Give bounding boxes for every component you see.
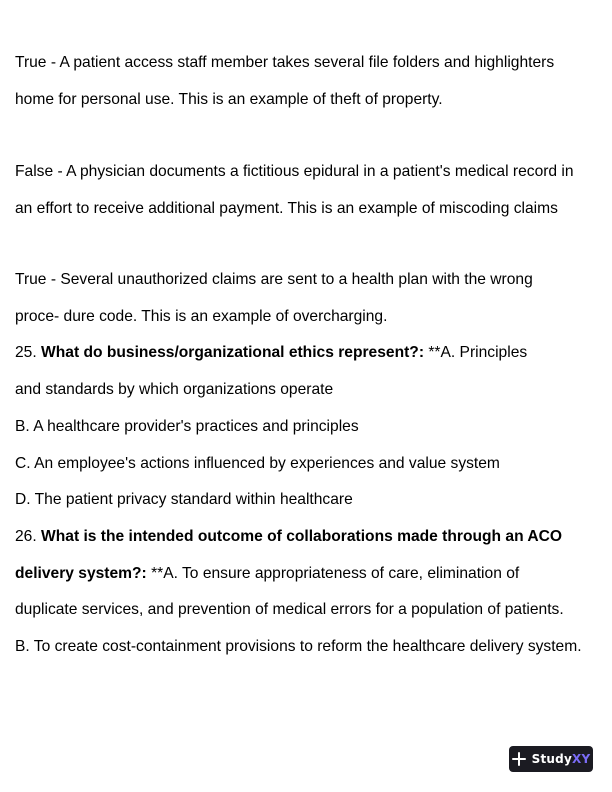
q26-number: 26. — [15, 528, 37, 545]
q25-option-c: C. An employee's actions influenced by experiences and value system — [15, 455, 500, 472]
p1-line1: True - A patient access staff member takes several file folders and highlighters — [15, 54, 555, 71]
q26-option-b: B. To create cost-containment provisions to reform the healthcare delivery system. — [15, 638, 582, 655]
q25-option-d: D. The patient privacy standard within healthcare — [15, 491, 353, 508]
badge-label — [532, 752, 591, 766]
q26-question: What is the intended outcome of collaborations made through an ACO — [41, 528, 562, 545]
p2-line2: an effort to receive additional payment. This is an example of miscoding claims — [15, 200, 558, 217]
badge-text-main: Study — [531, 752, 572, 766]
q25-answer-a-cont: and standards by which organizations operate — [15, 381, 334, 398]
badge-text-accent: XY — [572, 752, 591, 766]
q26-question-cont: delivery system?: — [15, 565, 147, 582]
p1-line2: home for personal use. This is an example of theft of property. — [15, 91, 443, 108]
studyxy-badge[interactable] — [509, 746, 593, 772]
p3-line1: True - Several unauthorized claims are sent to a health plan with the wrong — [15, 271, 533, 288]
q25-option-b: B. A healthcare provider's practices and principles — [15, 418, 359, 435]
q26-answer-a: **A. To ensure appropriateness of care, elimination of — [151, 565, 520, 582]
q25-question: What do business/organizational ethics represent?: — [41, 344, 425, 361]
q26-line2 — [15, 564, 519, 584]
q25-answer-a: **A. Principles — [428, 344, 528, 361]
q25-line — [15, 343, 527, 363]
q25-number: 25. — [15, 344, 37, 361]
q26-line — [15, 527, 562, 547]
p3-line2: proce- dure code. This is an example of overcharging. — [15, 308, 388, 325]
p2-line1: False - A physician documents a fictitious epidural in a patient's medical record in — [15, 163, 574, 180]
q26-answer-a-cont: duplicate services, and prevention of medical errors for a population of patients. — [15, 601, 564, 618]
plus-sparkle-icon — [512, 752, 526, 766]
